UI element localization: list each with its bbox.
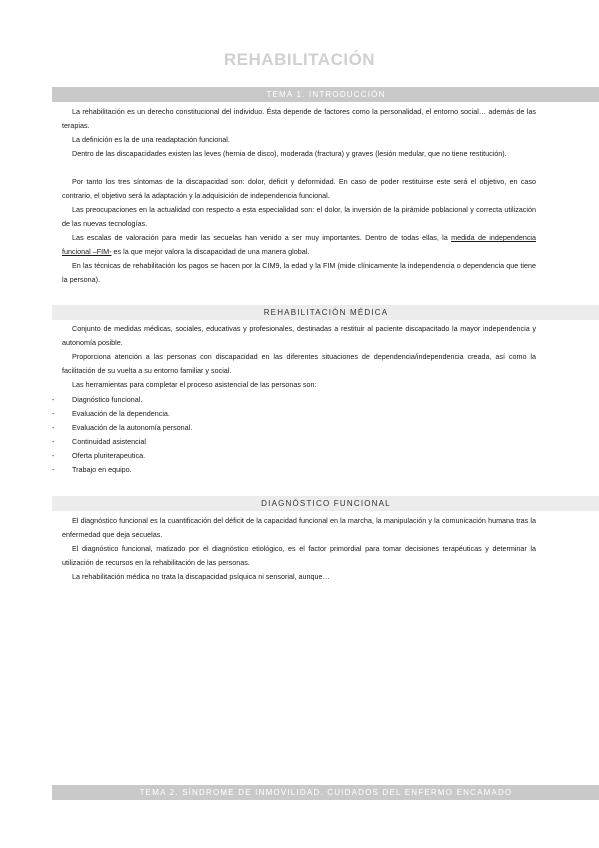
list-item [52, 421, 192, 435]
bullet-marker: - [52, 465, 55, 474]
list-item [52, 449, 192, 463]
paragraph: La rehabilitación médica no trata la discapacidad psíquica ni sensorial, aunque… [72, 572, 330, 581]
bullet-marker: - [52, 395, 55, 404]
section-header-introduccion: TEMA 1. INTRODUCCIÓN [52, 87, 599, 102]
bullet-marker: - [52, 423, 55, 432]
list-item [52, 393, 192, 407]
paragraph-text: es la que mejor valora la discapacidad de una manera global. [111, 247, 310, 256]
paragraph: La definición es la de una readaptación funcional. [72, 135, 230, 144]
bullet-marker: - [52, 451, 55, 460]
list-item-text: Oferta pluriterapeutica. [72, 451, 146, 460]
page-title: REHABILITACIÓN [223, 50, 376, 69]
list-item-text: Evaluación de la autonomía personal. [72, 423, 193, 432]
section-header-diagnostico-funcional: DIAGNÓSTICO FUNCIONAL [52, 496, 599, 511]
fim-link[interactable]: medida de independencia funcional –FIM- [62, 233, 537, 256]
paragraph: El diagnóstico funcional, matizado por el diagnóstico etiológico, es el factor primordial para tomar decisiones terapéuticas y determinar la utilización de recursos en la rehabilitación de las personas. [62, 544, 536, 567]
list-item [52, 407, 192, 421]
paragraph: Las herramientas para completar el proceso asistencial de las personas son: [72, 380, 317, 389]
list-item-text: Evaluación de la dependencia. [72, 409, 170, 418]
paragraph: El diagnóstico funcional es la cuantificación del déficit de la capacidad funcional en la marcha, la manipulación y la comunicación humana tras la enfermedad que deja secuelas. [62, 516, 536, 539]
paragraph: Dentro de las discapacidades existen las leves (hernia de disco), moderada (fractura) y graves (lesión medular, que no tiene restitución). [72, 149, 507, 158]
paragraph-text: Las escalas de valoración para medir las secuelas han venido a ser muy importantes. Dentro de todas ellas, la [72, 233, 452, 242]
bullet-marker: - [52, 437, 55, 446]
list-item-text: Diagnóstico funcional. [72, 395, 143, 404]
list-item-text: Continuidad asistencial [72, 437, 146, 446]
section-header-rehabilitacion-medica: REHABILITACIÓN MÉDICA [52, 305, 599, 320]
paragraph: Las preocupaciones en la actualidad con respecto a esta especialidad son: el dolor, la inversión de la pirámide poblacional y correcta utilización de las nuevas tecnologías. [62, 205, 536, 228]
paragraph [62, 231, 536, 259]
paragraph: Por tanto los tres síntomas de la discapacidad son: dolor, déficit y deformidad. En caso de poder restituirse este será el objetivo, en caso contrario, el objetivo será la adaptación y la adquisición de independencia funcional. [62, 177, 536, 200]
list-item [52, 435, 192, 449]
paragraph: En las técnicas de rehabilitación los pagos se hacen por la CIM9, la edad y la FIM (mide clínicamente la independencia o dependencia que tiene la persona). [62, 261, 536, 284]
paragraph: La rehabilitación es un derecho constitucional del individuo. Ésta depende de factores como la personalidad, el entorno social… además de las terapias. [62, 107, 536, 130]
bullet-marker: - [52, 409, 55, 418]
tools-list [52, 393, 192, 477]
section-header-tema-2: TEMA 2. SÍNDROME DE INMOVILIDAD. CUIDADOS DEL ENFERMO ENCAMADO [52, 785, 599, 800]
list-item [52, 463, 192, 477]
paragraph: Conjunto de medidas médicas, sociales, educativas y profesionales, destinadas a restituir al paciente discapacitado la mayor independencia y autonomía posible. [62, 324, 536, 347]
list-item-text: Trabajo en equipo. [72, 465, 132, 474]
paragraph: Proporciona atención a las personas con discapacidad en las diferentes situaciones de dependencia/independencia creada, así como la facilitación de su vuelta a su entorno familiar y social. [62, 352, 536, 375]
